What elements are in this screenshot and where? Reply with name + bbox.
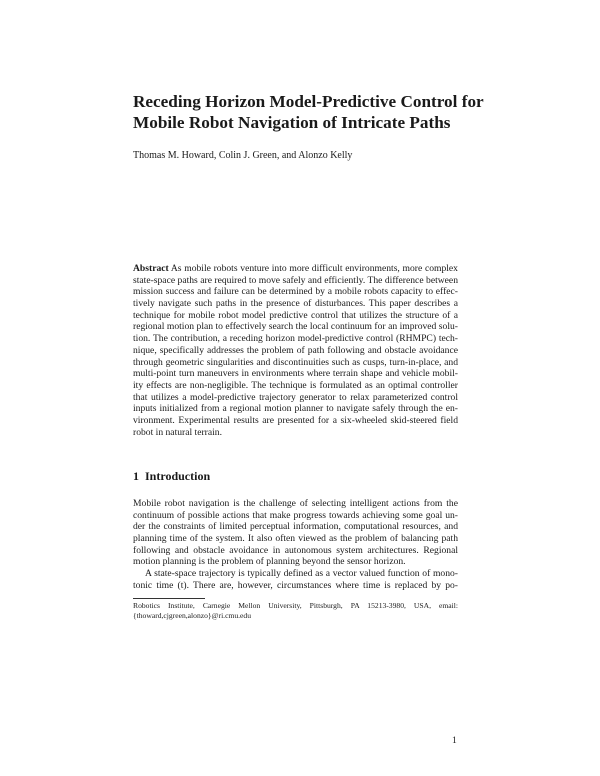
- body-line: tonic time (t). There are, however, circumstances where time is replaced by po-: [133, 579, 458, 591]
- title-line: Mobile Robot Navigation of Intricate Paths: [133, 112, 451, 132]
- section-number: 1: [133, 469, 139, 483]
- abstract-line: robot in natural terrain.: [133, 426, 222, 438]
- body-line: A state-space trajectory is typically defined as a vector valued function of mono-: [145, 568, 458, 580]
- abstract-line: vironment. Experimental results are presented for a six-wheeled skid-steered field: [133, 414, 458, 426]
- introduction-body: [133, 498, 458, 592]
- body-line: planning time of the system. It also often viewed as the problem of balancing path: [133, 533, 458, 545]
- author-list: Thomas M. Howard, Colin J. Green, and Alonzo Kelly: [133, 150, 353, 161]
- title-line: Receding Horizon Model-Predictive Control for: [133, 92, 484, 111]
- abstract-line: ity effects are non-negligible. The technique is formulated as an optimal controller: [133, 379, 458, 391]
- abstract: [133, 263, 458, 438]
- abstract-line: through geometric singularities and discontinuities such as cusps, turn-in-place, and: [133, 356, 458, 368]
- section-heading: [133, 469, 210, 484]
- abstract-line: tively navigate such paths in the presence of disturbances. This paper describes a: [133, 298, 458, 310]
- abstract-line: mission success and failure can be determined by a mobile robots capacity to effec-: [133, 286, 458, 298]
- abstract-line: technique for mobile robot model predictive control that utilizes the structure of a: [133, 309, 458, 321]
- body-line: continuum of possible actions that make progress towards achieving some goal un-: [133, 509, 458, 521]
- paper-title: [133, 92, 493, 133]
- footnote-line: Robotics Institute, Carnegie Mellon University, Pittsburgh, PA 15213-3980, USA, email:: [133, 601, 458, 610]
- section-title: Introduction: [145, 469, 211, 483]
- abstract-line: state-space paths are required to move safely and efficiently. The difference between: [133, 274, 458, 286]
- abstract-line: tion. The contribution, a receding horizon model-predictive control (RHMPC) tech-: [133, 333, 458, 345]
- abstract-label: Abstract: [133, 263, 169, 274]
- body-line: motion planning is the problem of planning beyond the sensor horizon.: [133, 556, 406, 568]
- body-line: following and obstacle avoidance in autonomous system architectures. Regional: [133, 544, 458, 556]
- abstract-line: inputs initialized from a regional motion planner to navigate safely through the en-: [133, 403, 458, 415]
- abstract-line: that utilizes a model-predictive trajectory generator to relax parameterized control: [133, 391, 458, 403]
- abstract-line: multi-point turn maneuvers in environments where terrain shape and vehicle mobil-: [133, 368, 458, 380]
- abstract-line: regional motion plan to effectively search the local continuum for an improved solu-: [133, 321, 458, 333]
- body-line: Mobile robot navigation is the challenge of selecting intelligent actions from the: [133, 498, 458, 509]
- abstract-text: As mobile robots venture into more difficult environments, more complex: [170, 263, 458, 274]
- footnote-rule: [133, 598, 205, 599]
- footnote-line: {thoward,cjgreen,alonzo}@ri.cmu.edu: [133, 611, 252, 620]
- abstract-line: [133, 263, 458, 275]
- abstract-line: nique, specifically addresses the problem of path following and obstacle avoidance: [133, 344, 458, 356]
- affiliation-footnote: [133, 601, 458, 621]
- body-line: der the constraints of limited perceptual information, computational resources, and: [133, 521, 458, 533]
- page-number: 1: [452, 735, 457, 746]
